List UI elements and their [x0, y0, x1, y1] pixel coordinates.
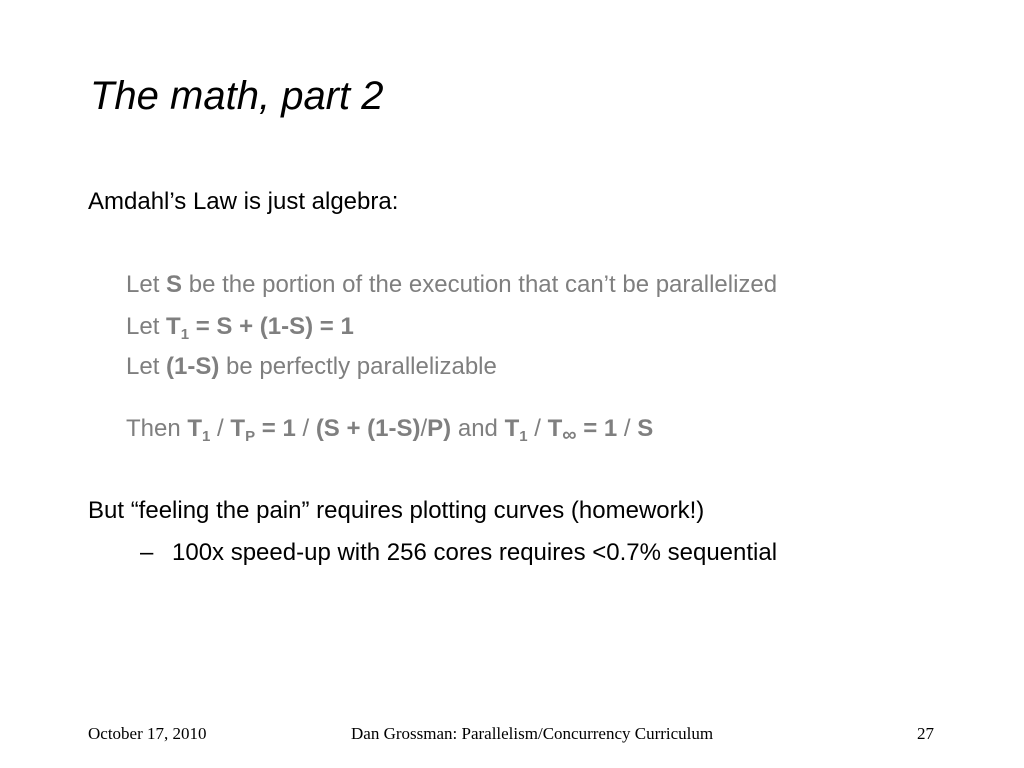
- t1-term-2: T: [504, 415, 520, 442]
- bullet-text: 100x speed-up with 256 cores requires <0.7% sequential: [172, 539, 778, 566]
- footer-page-number: 27: [917, 724, 934, 743]
- footer-center: Dan Grossman: Parallelism/Concurrency Curriculum: [351, 724, 714, 743]
- subscript-1: 1: [180, 326, 190, 343]
- var-1-s: (1-S): [166, 353, 220, 380]
- then-line: [126, 415, 654, 446]
- slash-2: /: [295, 415, 316, 442]
- slide-title: The math, part 2: [90, 74, 384, 118]
- slash-5: /: [617, 415, 638, 442]
- tp-subscript: P: [245, 428, 256, 445]
- t1-term: T: [187, 415, 203, 442]
- t1-subscript-2: 1: [519, 428, 528, 445]
- let-s-prefix: Let: [126, 271, 167, 298]
- p-term: P): [427, 415, 452, 442]
- but-text: But “feeling the pain” requires plotting curves (homework!): [88, 497, 705, 524]
- and-text: and: [451, 415, 505, 442]
- slash-3: /: [420, 415, 428, 442]
- infinity-subscript: ∞: [562, 424, 577, 446]
- var-t: T: [166, 313, 181, 340]
- equals-one-1: = 1: [255, 415, 296, 442]
- equals-one-2: = 1: [576, 415, 618, 442]
- then-prefix: Then: [126, 415, 188, 442]
- let-t1-prefix: Let: [126, 313, 167, 340]
- let-t1-line: [126, 313, 354, 341]
- var-s: S: [166, 271, 183, 298]
- t1-expression: = S + (1-S) = 1: [189, 313, 354, 340]
- slash-1: /: [210, 415, 231, 442]
- intro-text: Amdahl’s Law is just algebra:: [88, 188, 399, 215]
- s-term: S: [637, 415, 654, 442]
- tp-term: T: [230, 415, 246, 442]
- let-1-s-prefix: Let: [126, 353, 167, 380]
- tinf-term: T: [547, 415, 563, 442]
- let-s-line: [126, 271, 777, 299]
- slash-4: /: [527, 415, 548, 442]
- t1-subscript: 1: [202, 428, 211, 445]
- let-1-s-line: [126, 353, 497, 381]
- bullet-dash: –: [140, 539, 154, 566]
- footer-date: October 17, 2010: [88, 724, 207, 743]
- let-s-suffix: be the portion of the execution that can’t be parallelized: [182, 271, 778, 298]
- denominator-expression: (S + (1-S): [315, 415, 421, 442]
- let-1-s-suffix: be perfectly parallelizable: [219, 353, 497, 380]
